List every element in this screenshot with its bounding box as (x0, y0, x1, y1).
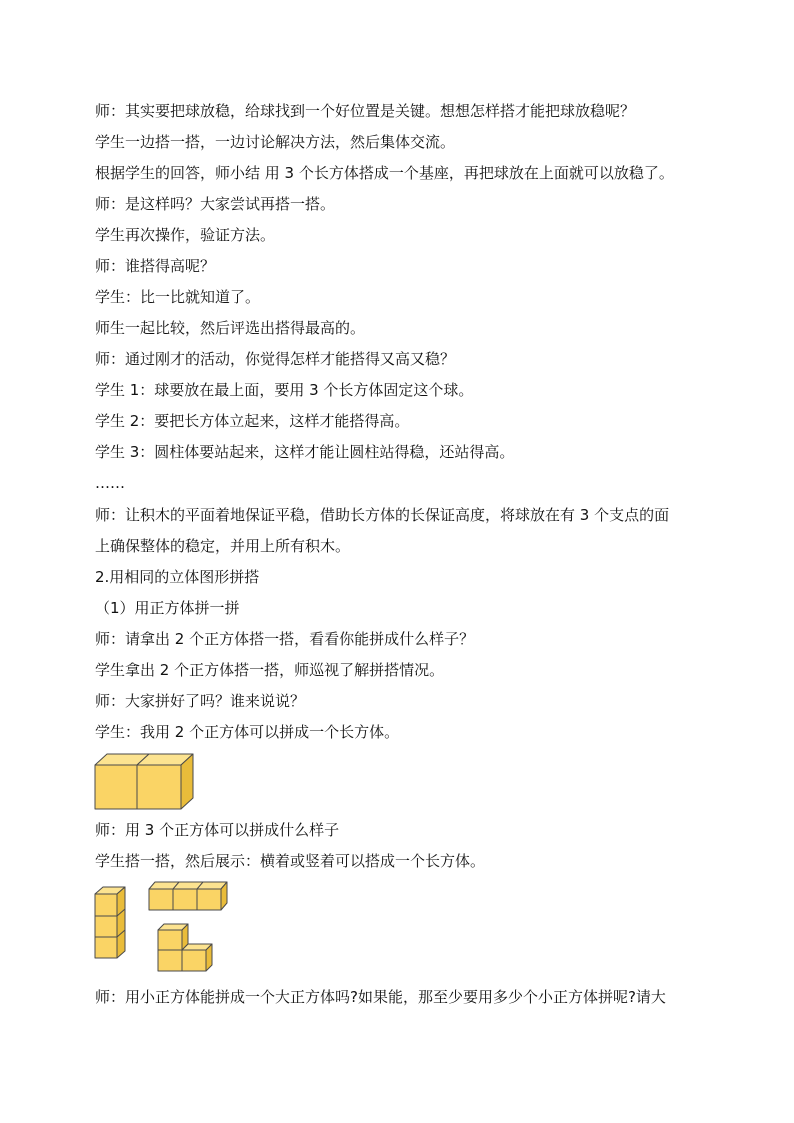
cube-front-face (158, 930, 182, 950)
paragraph-line: 师：其实要把球放稳，给球找到一个好位置是关键。想想怎样搭才能把球放稳呢？ (95, 102, 636, 120)
paragraph-line: 师：用 3 个正方体可以拼成什么样子 (95, 821, 340, 839)
cube-front-face (95, 937, 117, 958)
two-cubes-figure (94, 752, 200, 812)
paragraph-line: 学生拿出 2 个正方体搭一搭，师巡视了解拼搭情况。 (95, 661, 445, 679)
paragraph-line: 学生 1：球要放在最上面，要用 3 个长方体固定这个球。 (95, 381, 474, 399)
paragraph-line: 师：谁搭得高呢？ (95, 257, 216, 275)
paragraph-line: 师：用小正方体能拼成一个大正方体吗?如果能，那至少要用多少个小正方体拼呢?请大 (95, 988, 666, 1006)
vertical-stack-figure (94, 886, 128, 960)
cube-front-face (197, 889, 221, 910)
paragraph-line: 师生一起比较，然后评选出搭得最高的。 (95, 319, 366, 337)
cube-front-face (95, 894, 117, 916)
l-shape-figure (157, 922, 215, 974)
paragraph-line: 师：通过刚才的活动，你觉得怎样才能搭得又高又稳？ (95, 350, 456, 368)
cube-front-face (95, 916, 117, 937)
paragraph-line: 学生搭一搭，然后展示：横着或竖着可以搭成一个长方体。 (95, 852, 486, 870)
paragraph-line: 学生再次操作，验证方法。 (95, 226, 276, 244)
cube-front-face (137, 765, 181, 809)
subsection-heading: （1）用正方体拼一拼 (95, 599, 240, 617)
section-heading: 2.用相同的立体图形拼搭 (95, 568, 260, 586)
paragraph-line: 师：请拿出 2 个正方体搭一搭，看看你能拼成什么样子？ (95, 630, 475, 648)
cube-front-face (95, 765, 137, 809)
horizontal-row-figure (148, 880, 228, 912)
cube-front-face (182, 950, 206, 971)
cube-top-face (149, 882, 227, 889)
paragraph-line: 师：是这样吗？大家尝试再搭一搭。 (95, 195, 336, 213)
cube-front-face (149, 889, 173, 910)
cube-side-face (117, 887, 125, 958)
paragraph-line: 学生：比一比就知道了。 (95, 288, 261, 306)
cube-front-face (173, 889, 197, 910)
paragraph-line: 师：大家拼好了吗？谁来说说？ (95, 692, 306, 710)
paragraph-line: 学生一边搭一搭，一边讨论解决方法，然后集体交流。 (95, 133, 456, 151)
paragraph-line: 上确保整体的稳定，并用上所有积木。 (95, 537, 351, 555)
paragraph-line: …… (95, 474, 125, 492)
paragraph-line: 学生 2：要把长方体立起来，这样才能搭得高。 (95, 412, 410, 430)
cube-front-face (158, 950, 182, 971)
paragraph-line: 学生：我用 2 个正方体可以拼成一个长方体。 (95, 723, 400, 741)
paragraph-line: 根据学生的回答，师小结 用 3 个长方体搭成一个基座，再把球放在上面就可以放稳了。 (95, 164, 674, 182)
paragraph-line: 师：让积木的平面着地保证平稳，借助长方体的长保证高度，将球放在有 3 个支点的面 (95, 506, 670, 524)
paragraph-line: 学生 3：圆柱体要站起来，这样才能让圆柱站得稳，还站得高。 (95, 443, 515, 461)
